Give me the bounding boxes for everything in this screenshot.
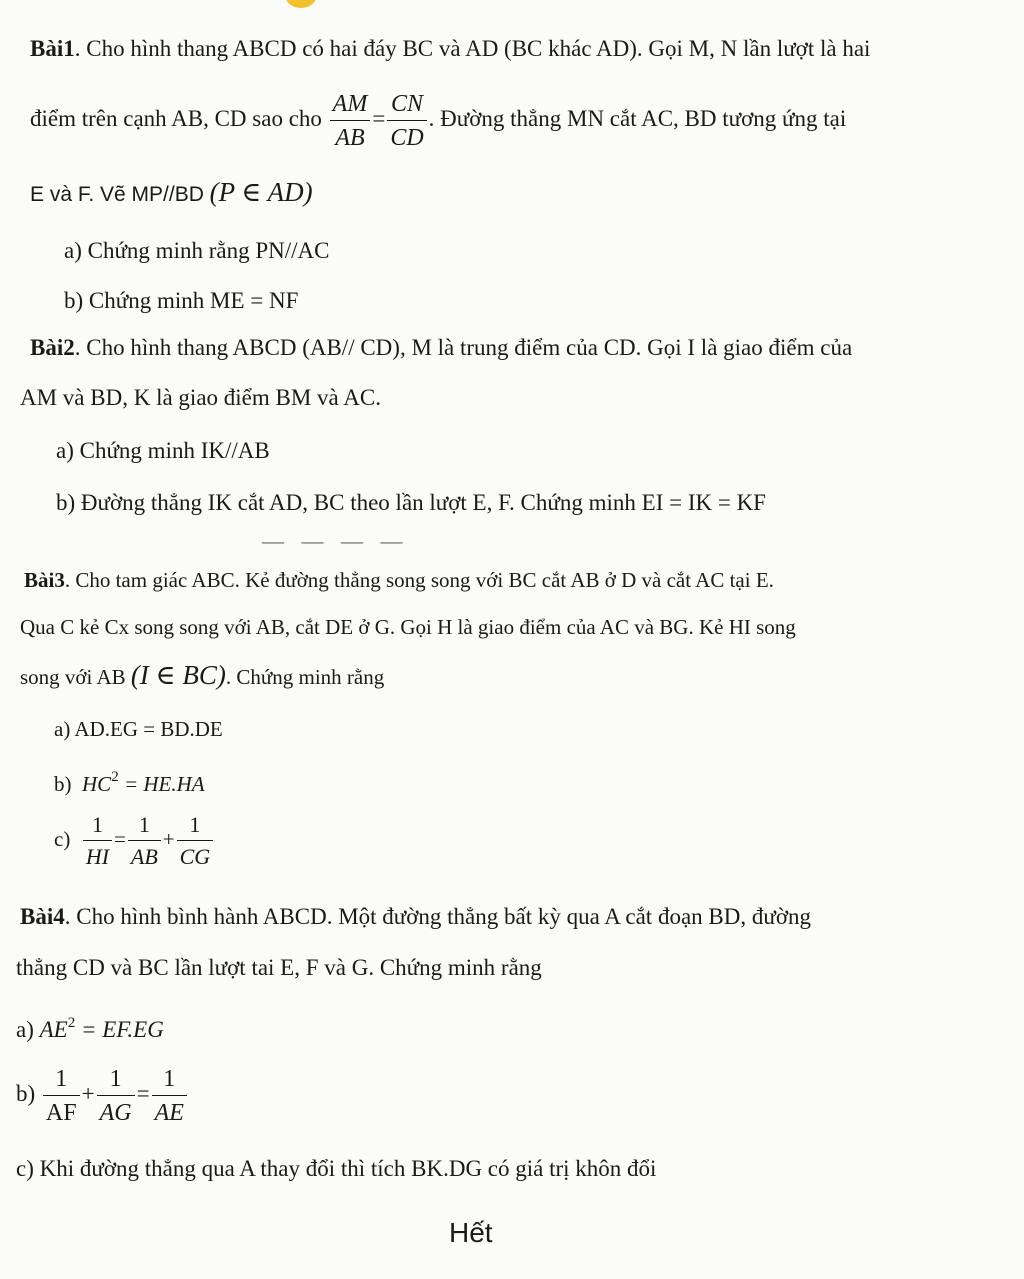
equals-sign: =	[114, 827, 126, 851]
exponent: 2	[67, 1015, 76, 1031]
b1-text3a: E và F. Vẽ MP//BD	[30, 183, 204, 206]
b1-text2a: điểm trên cạnh AB, CD sao cho	[30, 106, 322, 131]
b4-text1: . Cho hình bình hành ABCD. Một đường thẳng bất kỳ qua A cắt đoạn BD, đường	[64, 904, 811, 929]
b3-text1: . Cho tam giác ABC. Kẻ đường thẳng song song với BC cắt AB ở D và cắt AC tại E.	[64, 568, 774, 592]
math-rhs: = HE.HA	[123, 772, 205, 796]
frac-den: AB	[335, 124, 365, 151]
plus-sign: +	[81, 1081, 95, 1106]
b3-line1	[24, 565, 774, 595]
b1-line2: điểm trên cạnh AB, CD sao cho $\frac{AM}{AB}$ = $\frac{CN}{CD}$ . Đường thẳng MN cắt AC, BD tương ứng tại	[30, 90, 847, 151]
b1-text1: . Cho hình thang ABCD có hai đáy BC và AD (BC khác AD). Gọi M, N lần lượt là hai	[74, 36, 871, 61]
math-rhs: = EF.EG	[80, 1017, 164, 1042]
plus-sign: +	[162, 827, 175, 851]
frac-num: 1	[43, 1067, 80, 1096]
frac-den: CG	[179, 844, 211, 870]
yellow-dot-decoration	[286, 0, 316, 8]
b1-text2b: . Đường thẳng MN cắt AC, BD tương ứng tại	[428, 106, 847, 131]
b1-line3	[30, 177, 313, 210]
b1-condition: (P ∈ AD)	[209, 177, 313, 207]
b3-text3a: song với AB	[20, 665, 126, 689]
b2-text1: . Cho hình thang ABCD (AB// CD), M là trung điểm của CD. Gọi I là giao điểm của	[74, 335, 853, 360]
b3-title: Bài3	[24, 568, 65, 592]
b1-part-b: b) Chứng minh ME = NF	[64, 288, 299, 313]
frac-num: 1	[177, 814, 214, 841]
fraction-1-hi	[83, 814, 112, 868]
fraction-1-ag	[97, 1067, 135, 1125]
frac-num: 1	[97, 1067, 135, 1096]
part-label: a)	[16, 1017, 34, 1042]
frac-den: AG	[99, 1099, 132, 1126]
b4-part-c: c) Khi đường thẳng qua A thay đổi thì tích BK.DG có giá trị khôn đổi	[16, 1156, 657, 1181]
b3-part-b	[54, 762, 205, 799]
frac-den: AF	[45, 1099, 77, 1126]
b3-line2: Qua C kẻ Cx song song với AB, cắt DE ở G. Gọi H là giao điểm của AC và BG. Kẻ HI song	[20, 615, 796, 639]
math-lhs: AE	[39, 1017, 68, 1042]
b2-part-a: a) Chứng minh IK//AB	[56, 438, 270, 463]
b4-line1	[20, 902, 811, 932]
equals-sign: =	[136, 1081, 150, 1106]
frac-num: CN	[387, 92, 426, 121]
part-label: c)	[54, 827, 71, 851]
fraction-1-ae	[152, 1067, 187, 1125]
b4-part-a	[16, 1008, 164, 1045]
frac-den: AB	[130, 844, 158, 870]
b2-line2: AM và BD, K là giao điểm BM và AC.	[20, 385, 381, 410]
b1-title: Bài1	[30, 36, 75, 61]
fraction-1-af	[43, 1067, 80, 1125]
b4-title: Bài4	[20, 904, 65, 929]
end-marker: Hết	[449, 1217, 493, 1248]
b3-line3	[20, 660, 384, 692]
b3-condition: (I ∈ BC)	[130, 660, 226, 690]
math-lhs: HC	[82, 772, 112, 796]
b2-title: Bài2	[30, 335, 75, 360]
frac-num: 1	[83, 814, 112, 841]
fraction-1-cg	[177, 814, 214, 868]
frac-den: HI	[85, 844, 110, 870]
b3-part-a: a) AD.EG = BD.DE	[54, 717, 223, 741]
b1-part-a: a) Chứng minh rằng PN//AC	[64, 238, 330, 263]
frac-num: 1	[152, 1067, 187, 1096]
b1-line1	[30, 34, 870, 64]
b2-line1	[30, 333, 852, 363]
b3-part-c	[54, 808, 215, 870]
part-label: b)	[16, 1081, 36, 1106]
b4-line2: thẳng CD và BC lần lượt tai E, F và G. Chứng minh rằng	[16, 955, 542, 980]
fraction-am-ab	[330, 92, 371, 150]
b3-text3c: . Chứng minh rằng	[225, 665, 385, 689]
fraction-cn-cd	[387, 92, 426, 150]
frac-den: AE	[154, 1099, 184, 1126]
frac-num: 1	[128, 814, 161, 841]
b4-part-b	[16, 1060, 189, 1128]
frac-den: CD	[390, 124, 424, 151]
exponent: 2	[111, 769, 119, 785]
part-label: b)	[54, 772, 72, 796]
frac-num: AM	[330, 92, 371, 121]
b2-part-b: b) Đường thẳng IK cắt AD, BC theo lần lượt E, F. Chứng minh EI = IK = KF	[56, 490, 766, 515]
separator-dashes: — — — —	[262, 528, 409, 553]
fraction-1-ab	[128, 814, 161, 868]
